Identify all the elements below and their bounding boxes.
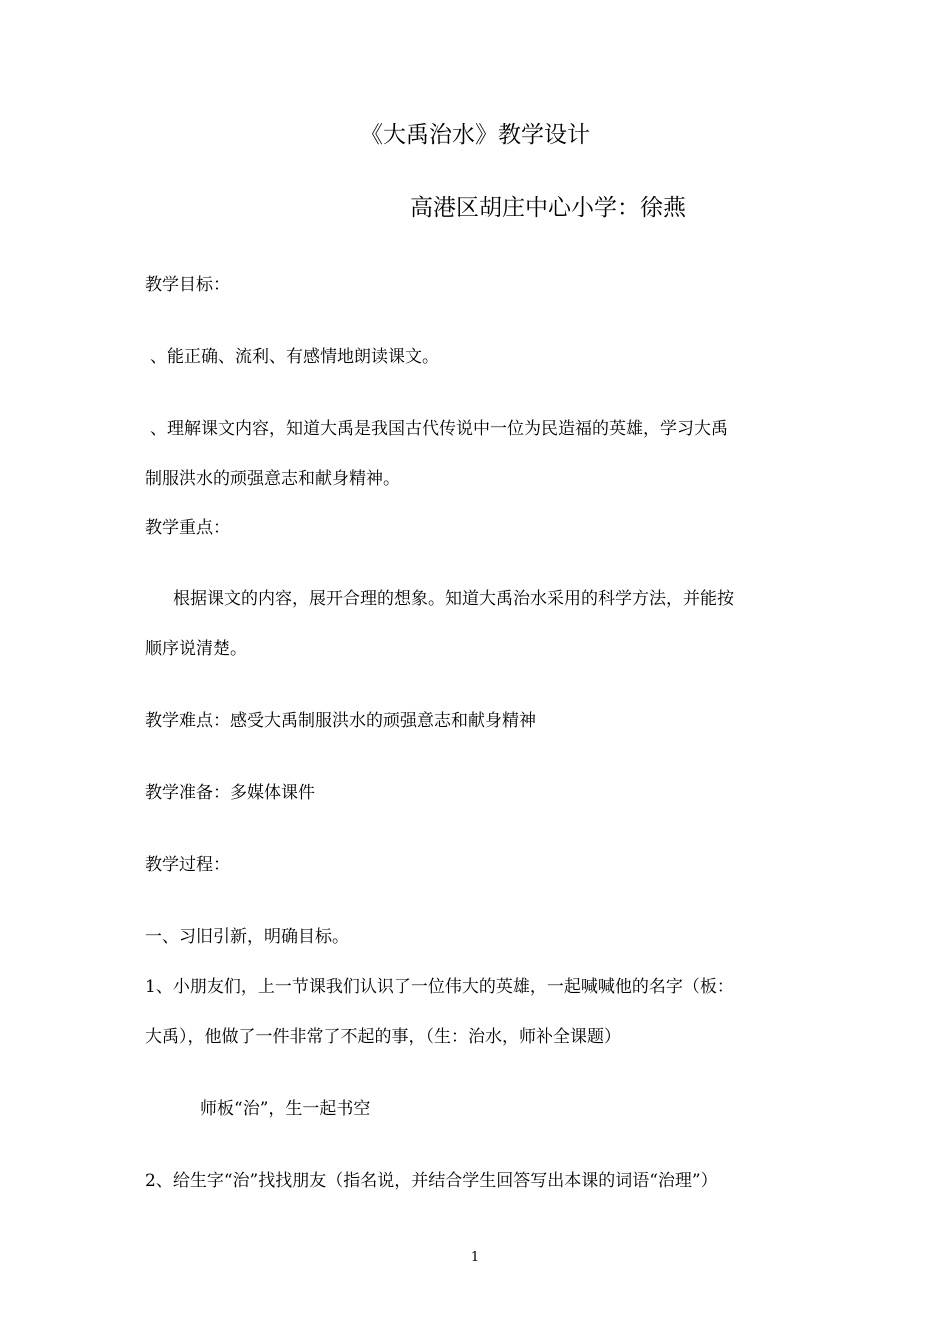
key-line-2: 顺序说清楚。	[145, 639, 247, 659]
step-1-1-line-1: 1、小朋友们，上一节课我们认识了一位伟大的英雄，一起喊喊他的名字（板：	[145, 977, 734, 997]
key-line-1: 根据课文的内容，展开合理的想象。知道大禹治水采用的科学方法，并能按	[173, 589, 734, 609]
step-1-heading: 一、习旧引新，明确目标。	[145, 927, 349, 947]
preparation-line: 教学准备：多媒体课件	[145, 783, 315, 803]
key-heading: 教学重点：	[145, 518, 230, 538]
goal-2-line-2: 制服洪水的顽强意志和献身精神。	[145, 469, 400, 489]
step-1-1-line-2: 大禹），他做了一件非常了不起的事，（生：治水，师补全课题）	[145, 1027, 621, 1047]
process-heading: 教学过程：	[145, 855, 230, 875]
step-1-1-line-3: 师板“治”，生一起书空	[200, 1099, 371, 1119]
goals-heading: 教学目标：	[145, 275, 230, 295]
step-1-2: 2、给生字“治”找找朋友（指名说，并结合学生回答写出本课的词语“治理”）	[145, 1171, 718, 1191]
author-line: 高港区胡庄中心小学：徐燕	[410, 195, 686, 221]
document-title: 《大禹治水》教学设计	[360, 122, 590, 148]
difficulty-line: 教学难点：感受大禹制服洪水的顽强意志和献身精神	[145, 711, 536, 731]
goal-2-line-1: 、理解课文内容，知道大禹是我国古代传说中一位为民造福的英雄，学习大禹	[150, 419, 728, 439]
goal-1: 、能正确、流利、有感情地朗读课文。	[150, 347, 439, 367]
page-number: 1	[470, 1250, 480, 1265]
